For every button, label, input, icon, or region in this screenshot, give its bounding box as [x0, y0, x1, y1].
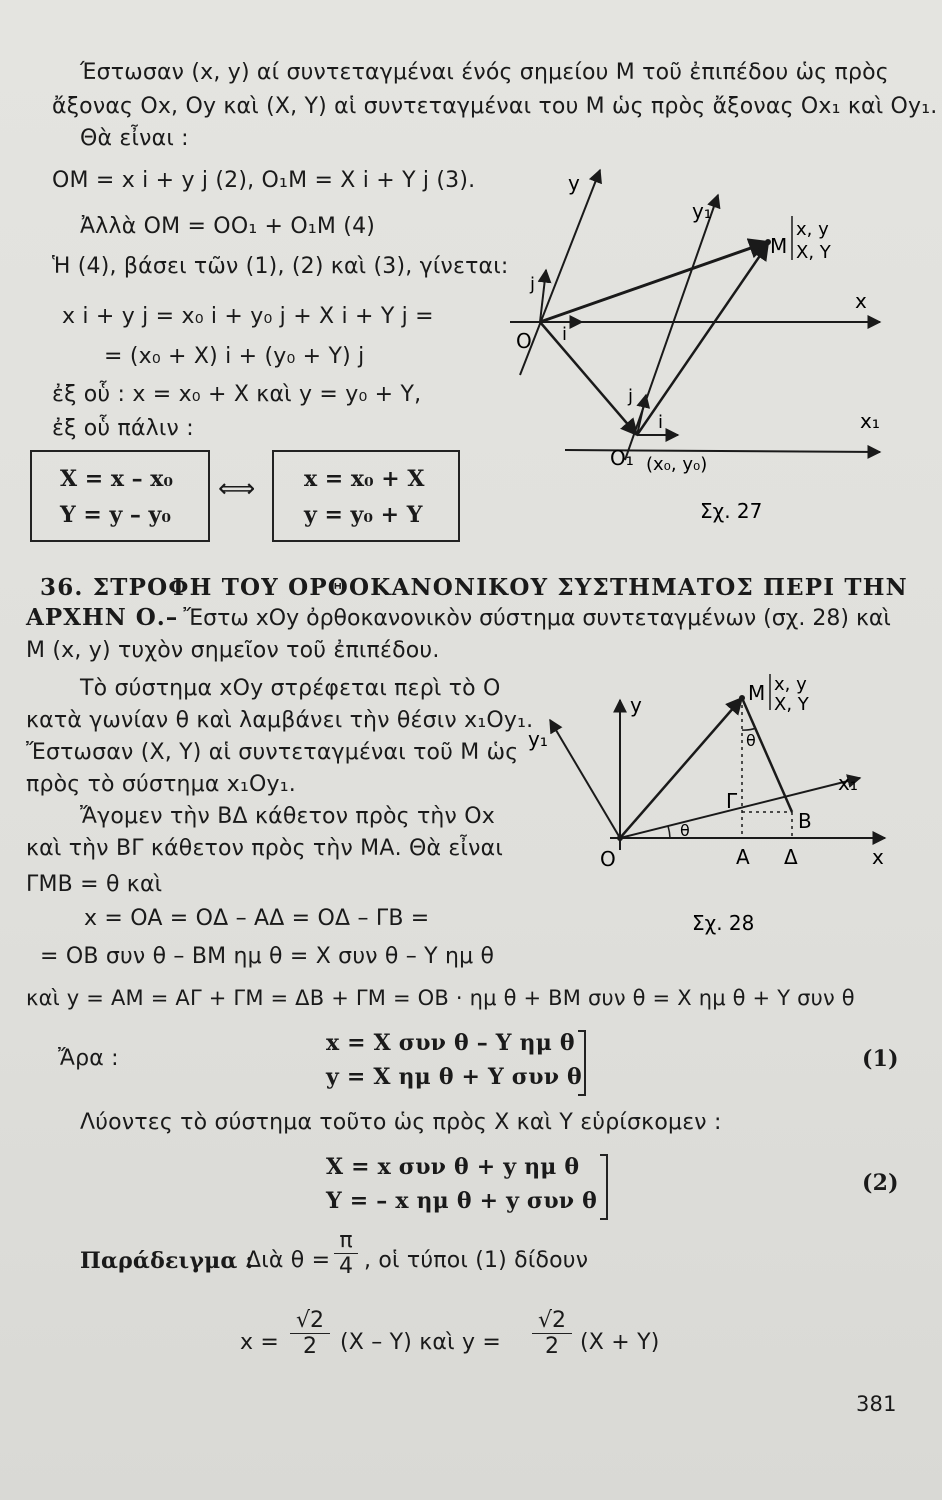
- fig28-segment-OM: [620, 698, 742, 838]
- fig27-label-O1coords: (x₀, y₀): [646, 454, 708, 475]
- fig28-angle-arc-O: [668, 826, 670, 838]
- fig27-label-y: y: [568, 171, 580, 195]
- formula-right-row2: y = y₀ + Y: [304, 502, 423, 528]
- fig28-label-theta-M: θ: [746, 731, 756, 750]
- section-heading-line2: [26, 604, 891, 631]
- solve-line: Λύοντες τὸ σύστημα τοῦτο ὡς πρὸς X καὶ Y εὑρίσκομεν :: [80, 1110, 722, 1135]
- formula-1b: y = X ημ θ + Y συν θ: [326, 1064, 582, 1090]
- section-heading-2: ΑΡΧΗΝ Ο.–: [26, 604, 179, 631]
- fig28-point-O: [617, 835, 623, 841]
- fig27-vector-O1M: [637, 244, 768, 435]
- example-fraction-num: π: [334, 1228, 358, 1254]
- page-number: 381: [856, 1392, 897, 1416]
- fig27-label-jb: j: [628, 386, 634, 407]
- final-fraction-2: [532, 1308, 572, 1359]
- figure-27: [500, 160, 900, 540]
- text-line-16: Ἄγομεν τὴν ΒΔ κάθετον πρὸς τὴν Ox: [80, 804, 495, 829]
- formula-2b: Y = – x ημ θ + y συν θ: [326, 1188, 597, 1214]
- final-fraction-1-den: 2: [303, 1334, 317, 1359]
- text-line-11: M (x, y) τυχὸν σημεῖον τοῦ ἐπιπέδου.: [26, 638, 440, 663]
- fig27-label-M: M: [770, 234, 788, 258]
- text-line-10: ἐξ οὗ πάλιν :: [52, 416, 194, 441]
- brace-2: [600, 1154, 608, 1220]
- final-mid-text: (X – Y) καὶ y =: [340, 1330, 502, 1355]
- fig27-label-i: i: [562, 324, 568, 345]
- figure-28: [520, 660, 910, 950]
- vector-equation-2-3: OM = x i + y j (2), O₁M = X i + Y j (3).: [52, 168, 476, 193]
- text-line-14: Ἔστωσαν (X, Y) αἱ συντεταγμέναι τοῦ Μ ὡς: [26, 740, 519, 765]
- vector-expansion: x i + y j = x₀ i + y₀ j + X i + Y j =: [62, 304, 434, 329]
- formula-left-row1: X = x – x₀: [60, 466, 174, 492]
- fig27-label-MXY: X, Y: [796, 242, 831, 263]
- fig27-label-O: O: [516, 329, 532, 353]
- equivalence-arrow: ⟺: [218, 474, 256, 504]
- example-text-b: , οἱ τύποι (1) δίδουν: [364, 1248, 589, 1273]
- text-line-18: ΓMB = θ καὶ: [26, 872, 163, 897]
- fig28-y1-axis: [550, 720, 620, 838]
- fig28-label-B: B: [798, 809, 812, 833]
- formula-2a: X = x συν θ + y ημ θ: [326, 1154, 580, 1180]
- fig27-vector-OO1: [540, 322, 637, 435]
- section-intro: Ἔστω xOy ὀρθοκανονικὸν σύστημα συντεταγμένων (σχ. 28) καὶ: [183, 606, 891, 631]
- fig28-label-D: Δ: [784, 845, 798, 869]
- text-line-12: Τὸ σύστημα xOy στρέφεται περὶ τὸ Ο: [80, 676, 501, 701]
- vector-equation-4: Ἀλλὰ OM = OO₁ + O₁M (4): [80, 214, 376, 239]
- derivation-y: καὶ y = AM = AΓ + ΓM = ΔB + ΓM = OB · ημ θ + BM συν θ = X ημ θ + Y συν θ: [26, 986, 855, 1010]
- fig27-label-Mxy: x, y: [796, 219, 829, 240]
- formula-2-tag: (2): [862, 1170, 899, 1196]
- example-fraction: [334, 1228, 358, 1279]
- formula-box-right: [272, 450, 460, 542]
- fig28-segment-MB: [742, 698, 792, 812]
- ara-label: Ἄρα :: [58, 1046, 119, 1071]
- fig28-label-x1: x₁: [838, 771, 858, 795]
- fig27-y1-axis: [625, 195, 718, 460]
- fig27-caption: Σχ. 27: [700, 499, 763, 523]
- fig27-label-y1: y₁: [692, 199, 712, 223]
- fig27-label-x1: x₁: [860, 409, 880, 433]
- derivation-x: x = OA = OΔ – AΔ = OΔ – ΓB =: [84, 906, 430, 931]
- final-fraction-1: [290, 1308, 330, 1359]
- fig28-label-A: A: [736, 845, 750, 869]
- text-line-15: πρὸς τὸ σύστημα x₁Oy₁.: [26, 772, 296, 797]
- fig27-label-j: j: [530, 274, 536, 295]
- example-label: Παράδειγμα :: [80, 1248, 254, 1274]
- fig28-label-x: x: [872, 845, 884, 869]
- formula-1-tag: (1): [862, 1046, 899, 1072]
- example-text-a: Διὰ θ =: [246, 1248, 331, 1273]
- final-end-text: (X + Y): [580, 1330, 660, 1355]
- formula-1a: x = X συν θ – Y ημ θ: [326, 1030, 575, 1056]
- vector-sum: = (x₀ + X) i + (y₀ + Y) j: [104, 344, 365, 369]
- example-fraction-den: 4: [339, 1254, 353, 1279]
- fig28-label-Mxy: x, y: [774, 674, 807, 695]
- formula-left-row2: Y = y – y₀: [60, 502, 171, 528]
- text-line-2: ἄξονας Ox, Oy καὶ (X, Y) αἱ συντεταγμέναι του Μ ὡς πρὸς ἄξονας Ox₁ καὶ Oy₁.: [52, 94, 938, 119]
- text-line-3: Θὰ εἶναι :: [80, 126, 189, 151]
- final-fraction-2-num: √2: [532, 1308, 572, 1334]
- fig27-label-ib: i: [658, 412, 664, 433]
- fig27-vector-OM: [540, 242, 768, 322]
- fig28-label-O: O: [600, 847, 616, 871]
- formula-box-left: [30, 450, 210, 542]
- fig28-caption: Σχ. 28: [692, 911, 755, 935]
- formula-right-row1: x = x₀ + X: [304, 466, 425, 492]
- text-line-6: Ἡ (4), βάσει τῶν (1), (2) καὶ (3), γίνεται:: [52, 254, 509, 279]
- final-x-label: x =: [240, 1330, 280, 1355]
- text-line-1: Έστωσαν (x, y) αί συντεταγμέναι ένός σημείου Μ τοῦ ἐπιπέδου ὡς πρὸς: [80, 60, 889, 85]
- coordinate-relations: ἐξ οὗ : x = x₀ + X καὶ y = y₀ + Y,: [52, 382, 422, 407]
- fig28-label-MXY: X, Y: [774, 694, 809, 715]
- fig28-label-y: y: [630, 693, 642, 717]
- text-line-13: κατὰ γωνίαν θ καὶ λαμβάνει τὴν θέσιν x₁Oy₁.: [26, 708, 534, 733]
- fig28-label-theta-O: θ: [680, 821, 690, 840]
- fig28-label-M: M: [748, 681, 766, 705]
- fig28-x1-axis: [620, 778, 860, 838]
- fig28-point-M: [739, 695, 745, 701]
- derivation-x-result: = OB συν θ – BM ημ θ = X συν θ – Y ημ θ: [40, 944, 495, 969]
- fig28-label-G: Γ: [726, 789, 738, 813]
- final-fraction-2-den: 2: [545, 1334, 559, 1359]
- text-line-17: καὶ τὴν ΒΓ κάθετον πρὸς τὴν ΜΑ. Θὰ εἶναι: [26, 836, 503, 861]
- final-fraction-1-num: √2: [290, 1308, 330, 1334]
- section-heading: 36. ΣΤΡΟΦΗ ΤΟΥ ΟΡΘΟΚΑΝΟΝΙΚΟΥ ΣΥΣΤΗΜΑΤΟΣ ΠΕΡΙ ΤΗΝ: [40, 574, 908, 601]
- brace-1: [578, 1030, 586, 1096]
- fig28-label-y1: y₁: [528, 727, 548, 751]
- fig27-label-x: x: [855, 289, 867, 313]
- fig28-angle-arc-M: [742, 728, 756, 730]
- fig27-label-O1: O₁: [610, 446, 634, 470]
